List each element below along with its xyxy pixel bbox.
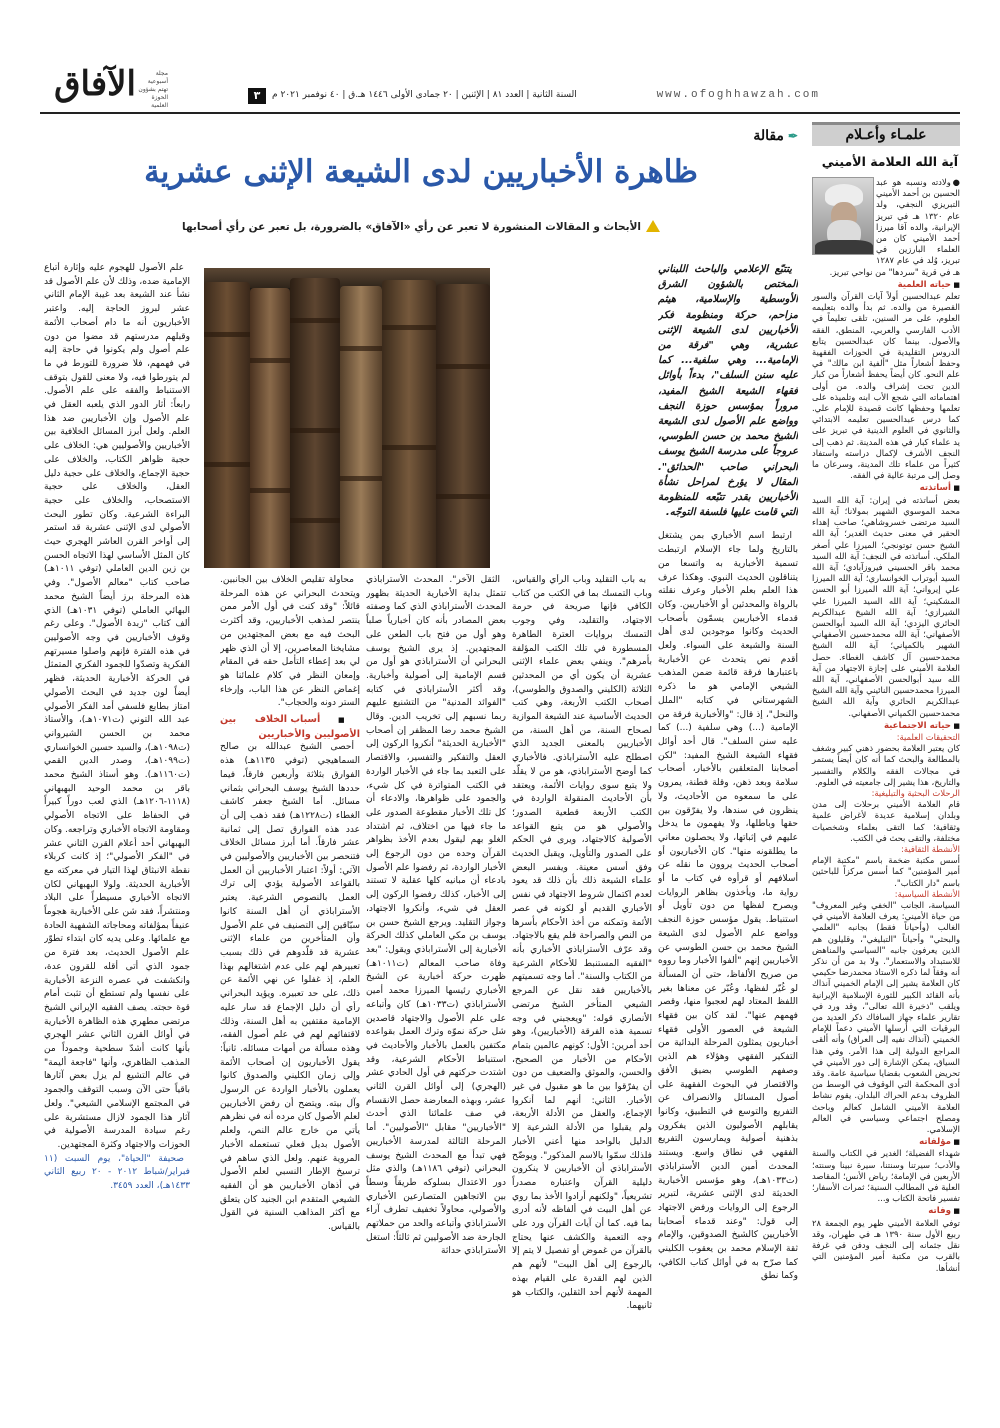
article-body-3: الثقل الآخر". المحدث الأستراباذي تتمثل بداية الأخبارية الحديثة بظهور المحدث الأستراباذي الذي كما وصفته بعض المصادر بأنه كان أخبارياً صلباً وهو أول من فتح باب الطعن على المجتهدين. إذ يرى الشيخ يوسف البحراني أن الأستراباذي هو أول من قسم الإمامية إلى أصولية وأخبارية. وقد أكثر الأستراباذي في كتابه "الفوائد المدنية" من التشنيع عليهم ربما نسبهم إلى تخريب الدين. وقال الشيخ محمد رضا المظفر إن أصحاب "الأخبارية الحديثة" أنكروا الركون إلى العقل والتفكير والتفسير، والاقتصار على التعبد بما جاء في الأخبار الواردة في الكتب المتواترة في كل شيء، والجمود على ظواهرها، والادعاء أن كل تلك الأخبار مقطوعة الصدور على ما جاء فيها من اختلاف، ثم اشتداد الغلو بهم ليقول بعدم الأخذ بظواهر القرآن وحده من دون الرجوع إلى الأخبار الواردة، ثم رفضوا علم الأصول بادعاء أن مبانيه كلها عقلية لا تستند إلى الأخبار، كذلك رفضوا الركون إلى العقل في شيء، وأنكروا الاجتهاد، وجواز التقليد. ويرجع الشيخ حسن بن يوسف بن مكي العاملي كذلك الحركة الأخبارية إلى الأستراباذي ويقول: "بعد وفاة صاحب المعالم (ت١٠١١هـ) ظهرت حركة أخبارية عن الشيخ الأخباري رئيسها الميرزا محمد أمين الأستراباذي (ت١٠٣٣هـ) كان وأتباعه على علم الأصول والاجتهاد قاصدين شل حركة نموّه وترك العمل بقواعده مكتفين بالعمل بالأخبار والأحاديث في استنباط الأحكام الشرعية، وقد اشتدت حركتهم في أول الحادي عشر (الهجري) إلى أوائل القرن الثاني عشر، وبهذه المعارضة حصل الانقسام في صف علمائنا الذي أحدث "الأخباريين" مقابل "الأصوليين". أما المرحلة الثالثة لمدرسة الأخباريين فهي تبدأ مع المحدث الشيخ يوسف البحراني (توفي ١١٨٦هـ) والذي مثل دور الاعتدال بسلوكه طريقاً وسطاً بين الاتجاهين المتصارعين الأخباري والأصولي، محاولاً تخفيف تطرف آراء الأستراباذي وأتباعه والحد من حملاتهم الجارحة ضد الأصوليين ثم ثالثاً: استغل الأستراباذي حداثة bbox=[366, 575, 506, 1257]
article-body-2: به باب التقليد وباب الرأي والقياس، وباب التمسك بما في الكتب من كتاب الكافي فإنها صريحة في حرمة الاجتهاد، والتقليد، وفي وجوب التمسك بروايات العترة الطاهرة المسطورة في تلك الكتب المؤلفة بأمرهم". وينفي بعض علماء الإثنى عشرية أن يكون أي من المحدثين الثلاثة (الكليني والصدوق والطوسي)، أصحاب الكتب الأربعة، وهي كتب الحديث الأساسية عند الشيعة الموازية لصحاح السنة، من أهل السنة، من الأخباريين بالمعنى الجديد الذي اصطلح عليه الأستراباذي. فالأخباري كما أوضح الأستراباذي، هو من لا يقلّد ولا يتبع سوى روايات الأئمة، ويعتقد بأن الأحاديث المنقولة الواردة في الكتب الأربعة قطعية الصدور؛ والأصولي هو من يتبع القواعد الأصولية كالاجتهاد، ويرى في الحكم على الصدور والتأويل، ويقبل الحديث وفق أسس معينة. ويفسر البعض علماء الشيعة ذلك بأن ذلك قد يعود لعدم اكتمال شروط الاجتهاد في نفس الأخباري القديم أو لكونه في عصر الأئمة وتمكنه من أخذ الأحكام بأسرها من النص والصراحة فلم يقع بالاجتهاد. وقد عرّف الأستراباذي الأخباري بأنه "الفقيه المستنبط للأحكام الشرعية من الكتاب والسنة". أما وجه تسميتهم بالأخباريين فقد نقل عن المرجع الشيعي المتأخر الشيخ مرتضى الأنصاري قوله: "ويعجبني في وجه تسمية هذه الفرقة (الأخباريين)، وهو أحد أمرين: الأول: كونهم عالمين بتمام الأحكام من الأخبار من الصحيح، والحسن، والموثق والضعيف من دون أن يفرّقوا بين ما هو مقبول في غير الأخبار. الثاني: أنهم لما أنكروا الإجماع، والعقل من الأدلة الأربعة، ولم يقبلوا من الأدلة الشرعية إلا الدليل بالواحد منها أعني الأخبار فلذلك سمّوا بالاسم المذكور". ويوضّح الأستراباذي أن الأخباريين لا ينكرون دليلية القرآن واعتباره مصدراً تشريعياً، "ولكنهم أرادوا الأخذ بما روي عن أهل البيت في ألفاظه لأنه أدرى بما فيه. كما أن آيات القرآن ورد على وجه التعمية والكشف عنها يحتاج بالقرآن من غموض أو تفصيل لا يتم إلا بالرجوع إلى أهل البيت" لأنهم هم الذين لهم القدرة على القيام بهذه المهمة لأنهم أحد الثقلين، والكتاب هو ثانيهما. bbox=[512, 575, 652, 1312]
logo-word: الآفاق bbox=[54, 64, 136, 104]
article-column-1 bbox=[658, 262, 798, 1370]
article-body-4b: أحصى الشيخ عبدالله بن صالح السماهيجي (توفي ١١٣٥هـ) هذه الفوارق بثلاثة وأربعين فارقاً، فيما حددها الشيخ يوسف البحراني بثماني مسائل. أما الشيخ جعفر كاشف الغطاء (ت١٢٢٨هـ) فقد ذهب إلى أن عدد هذه الفوارق تصل إلى ثمانية عشر فارقاً. أما أبرز مسائل الخلاف فتنحصر بين الأخباريين والأصوليين في الآتي: أولاً: اعتبار الأخباريين أن العمل بالقواعد الأصولية يؤدي إلى ترك العمل بالنصوص الشرعية. يعتبر الأستراباذي أن أهل السنة كانوا سبّاقين إلى التصنيف في علم الأصول وأن المتأخرين من علماء الإثنى عشرية قد قلّدوهم في ذلك بسبب تعبيرهم لهم على عدم اشتغالهم بهذا العلم، إذ غفلوا عن نهي الأئمة عن ذلك، على حد تعبيره. ويؤيد البحراني رأي أن دليل الإجماع قد سار عليه الإمامية مقتفين به أهل السنة، وذلك لاقتفائهم لهم في علم أصول الفقه، وهذه مسألة من أمهات مسائله. ثانياً: يقول الأخباريون إن أصحاب الأئمة وإلى زمان الكليني والصدوق كانوا يعملون بالأخبار الواردة عن الرسول وآل بيته. ويتضح أن رفض الأخباريين لعلم الأصول كان مرده أنه في نظرهم يأتي من خارج عالم النص، ولعلم الأصول بديل فعلي تستعمله الأخبار المروية عنهم. ولعل الذي ساهم في ترسيخ الإطار النسبي لعلم الأصول في أذهان الأخباريين هو أن الفقيه الشيعي المتقدم ابن الجنيد كان يتعلق مع أكثر المذاهب السنية في القول بالقياس. bbox=[220, 742, 360, 1233]
bio-section-works: ■ مؤلفاته bbox=[812, 1137, 960, 1148]
scholar-name: آية الله العلامة الأميني bbox=[821, 154, 958, 169]
site-url[interactable]: www.ofoghhawzah.com bbox=[656, 89, 820, 101]
header-divider bbox=[40, 112, 960, 114]
bio-sub-political: الأنشطة السياسية: bbox=[894, 888, 960, 899]
article-lead: يتتبّع الإعلامي والباحث اللبناني المختص بالشؤون الشرق الأوسطية والإسلامية، هيثم مزاحم، حركة ومنظومة فكر الأخباريين لدى الشيعة الإثنى عشرية، وهي "فرقة من الإمامية... وهي سلفية... كما عليه سنن السلف"، بدءاً بأوائل فقهاء الشيعة الشيخ المفيد، مروراً بمؤسس حوزة النجف وواضع علم الأصول لدى الشيعة الشيخ محمد بن حسن الطوسي، عروجاً على مدرسة الشيخ يوسف البحراني صاحب "الحدائق". المقال لا يؤرخ لمراحل نشأة الأخباريين بقدر تتبّعه للمنظومة التي قامت عليها فلسفة التوجّه. bbox=[658, 264, 798, 519]
scholars-sidebar bbox=[812, 122, 960, 1372]
page-number: ٣ bbox=[248, 88, 266, 104]
bio-teachers-text: بعض أساتذته في إيران: آية الله السيد محمد الموسوي الشهير بمولانا؛ آية الله السيد مرتضى خسروشاهي؛ صاحب إهداء الحقير في معنى حديث الغدير؛ آية الله الشيخ حسن توتونجي؛ الميرزا علي أصغر الملكي. أساتذته في النجف: آية الله السيد محمد باقر الحسيني فيروزآبادي؛ آية الله السيد أبوتراب الخوانساري؛ آية الله الميرزا علي إيرواني؛ آية الله الميرزا أبو الحسن المشكيني؛ آية الله السيد الميرزا علي الشيرازي؛ آية الله الشيخ عبدالكريم الحائري اليزدي؛ آية الله السيد أبوالحسن الأصفهاني؛ آية الله محمدحسين الأصفهاني الشهير بالكمپاني؛ آية الله الشيخ محمدحسين آل كاشف الغطاء. حصل العلامة الأميني على إجازة الاجتهاد من آية الله سيد أبوالحسن الأصفهاني، آية الله الميرزا محمدحسين النائيني وآية الله الشيخ عبدالكريم الحائري وآية الله الشيخ محمدحسين الكمپاني الأصفهاني. bbox=[812, 494, 960, 718]
article-column-2 bbox=[512, 574, 652, 1370]
section-label: ✒مقالة bbox=[753, 128, 798, 144]
article-body-5: علم الأصول للهجوم عليه وإثارة أتباع الإمامية ضده، وذلك لأن علم الأصول قد نشأ عند الشيعة بعد غيبة الإمام الثاني عشر لبروز الحاجة إليه. واعتبر الأخباريون أنه ما دام أصحاب الأئمة وقبلهم مدرستهم قد مضوا من دون علم أصول ولم يكونوا في حاجة إليه في فهمهم، فلا ضرورة للتورط في ما لم يتورطوا فيه، ولا معنى للقول بتوقف الاستنباط والفقه على علم الأصول. رابعاً: أثار الدور الذي يلعبه العقل في علم الأصول وإن الأخباريين ضد هذا العلم. ولعل أبرز المسائل الخلافية بين الأخباريين والأصوليين هي: الخلاف على حجية ظواهر الكتاب، والخلاف على حجية الإجماع، والخلاف على حجية دليل العقل، والخلاف على حجية الاستصحاب، والخلاف على حجية البراءة الشرعية. وكان تطور البحث الأصولي لدى الإثنى عشرية قد استمر إلى أواخر القرن العاشر الهجري حيث كان المثل الأساسي لهذا الاتجاه الحسن بن زين الدين العاملي (توفي ١٠١١هـ) صاحب كتاب "معالم الأصول". وفي هذه المرحلة برز أيضاً الشيخ محمد البهائي العاملي (توفي ١٠٣١هـ) الذي ألف كتاب "زبدة الأصول". وعلى رغم وقوف الأخباريين في وجه الأصوليين في هذه الفترة فإنهم واصلوا مسيرتهم الفكرية وتصدّوا للجمود الفكري المتمثل في الحركة الأخبارية الحديثة، فظهر أيضاً لون جديد في البحث الأصولي امتاز بطابع فلسفي أمد الفكر الأصولي عبد الله التوني (ت١٠٧١هـ)، والأستاذ محمد بن الحسن الشيرواني (ت١٠٩٨هـ)، والسيد حسين الخوانساري (ت١٠٩٩هـ)، وصدر الدين القمي (ت١١٦٠هـ). وهو أستاذ الشيخ محمد باقر بن محمد الوحيد البهبهاني (١١١٨-١٢٠٦هـ) الذي لعب دوراً كبيراً في الحفاظ على الاتجاه الأصولي ومقاومة الاتجاه الأخباري وتراجعه. وكان البهبهاني أحد أعلام القرن الثاني عشر في "الفكر الأصولي"؛ إذ كانت كربلاء نقطة الانبثاق لهذا التيار في معركته مع الأخبارية الحديثة. ولولا البهبهاني لكان الاتجاه الأخباري مسيطراً على البلاد ومنتشراً، فقد شن على الأخبارية هجوماً عنيفاً بمؤلفاته ومحاجاته الشفهية الحادة مع علمائها. وعلى يديه كان ابتداء تطوّر علم الأصول الحديث، بعد فترة من جمود الذي أتى أقله للقرون عدة، وانكشفت في عصره النزعة الأخبارية على نفسها ولم تستطع أن تثبت أمام قوة حجته. يصف الفقيه الإيراني الشيخ مرتضى مطهري هذه الظاهرة الأخبارية في أوائل القرن الثاني عشر الهجري بأنها كانت أشدّ سطحية وجموداً من المذهب الظاهري، وأنها "فاجعة أليمة" في عالم التشيع لم يزل بعض آثارها باقياً حتى الآن وسبب التوقف والجمود في المجتمع الإسلامي الشيعي". ولعل آثار هذا الجمود لازال مستشرية على رغم سيادة المدرسة الأصولية في الحوزات والاجتهاد وكثرة المجتهدين. bbox=[44, 263, 190, 1150]
logo-subtitle: مجلة أسبوعية تهتم بشؤون الحوزة العلمية bbox=[138, 70, 168, 109]
article-column-4 bbox=[220, 574, 360, 1370]
magazine-logo[interactable] bbox=[48, 64, 168, 110]
bio-scientific-text: تعلم عبدالحسين أولاً آيات القرآن والسور القصيرة من والده. ثم بدأ والده بتعليمه العلوم، على مر السنين، تلقى تعليماً في الأدب الفارسي والعربي، المنطق، الفقه والأصول. بينما كان عبدالحسين يتابع الدروس التقليدية في الحوزات الفقهية وحفظ أشعاراً مثل "ألفية ابن مالك" في علم النحو. كان أيضاً يحفظ أشعاراً من كبار الدين تحت إشراف والده. من أولى اهتماماته التي شجع الأب ابنه وتلميذه على تعلمها وحفظها كانت قصيدة للإمام علي. كما درس عبدالحسين تعليمه الابتدائي والثانوي في العلوم الدينية في تبريز على يد علماء كبار في هذه المدينة. ثم ذهب إلى النجف الأشرف لإكمال دراسته واستفاد كثيراً من علماء تلك المدينة، وسرعان ما وصل إلى مرتبة عالية في الفقه. bbox=[812, 291, 960, 481]
bio-intro: ●ولادته ونسبه هو عبد الحسين بن أحمد الأميني التبريزي النجفي، ولد عام ١٣٢٠ هـ في تبريز الإيرانية، والده آقا ميرزا أحمد الأميني كان من العلماء البارزين في تبريز، وُلد في عام ١٢٨٧ هـ في قرية "سردها" من نواحي تبريز. bbox=[829, 177, 960, 277]
old-books-photo bbox=[204, 268, 490, 568]
article bbox=[40, 122, 802, 1372]
disclaimer bbox=[40, 220, 802, 233]
bio-sub-cultural: الأنشطة الثقافية: bbox=[901, 843, 960, 854]
bio-works-text: شهداء الفضيلة؛ الغدير في الكتاب والسنة والأدب؛ سيرتنا وسنتنا، سيرة نبينا وسنته؛ الأربعين في الإمامة؛ رياض الأنس؛ المقاصد العلية في المطالب السنية؛ ثمرات الأسفار؛ تفسير فاتحة الكتاب و... bbox=[812, 1148, 960, 1204]
bio-sub-travels: الرحلات البحثية والتبليغية: bbox=[871, 787, 960, 798]
page-header bbox=[40, 64, 960, 114]
feather-icon: ✒ bbox=[787, 129, 798, 143]
article-column-5 bbox=[44, 262, 190, 1370]
bio-death-text: توفي العلامة الأميني ظهر يوم الجمعة ٢٨ ربيع الأول سنة ١٣٩٠ هـ في طهران، وقد نقل جثمانه إلى النجف ودفن في غرفة بالقرب من مكتبة أمير المؤمنين التي أنشأها. bbox=[812, 1217, 960, 1273]
scholar-portrait bbox=[812, 177, 874, 255]
article-body-4a: محاولة تقليص الخلاف بين الجانبين. ويتحدث البحراني عن هذه المرحلة قائلاً: "وقد كنت في أول الأمر ممن ينتصر لمذهب الأخباريين، وقد أكثرت البحث فيه مع بعض المجتهدين من مشايخنا المعاصرين، إلا أن الذي ظهر لي بعد إعطاء التأمل حقه في المقام وإمعان النظر في كلام علمائنا هو إغماض النظر عن هذا الباب، وإرخاء الستر دونه والحجاب". bbox=[220, 575, 360, 709]
bio-section-scientific: ■ حياته العلمية bbox=[812, 280, 960, 291]
bio-research-text: كان يعتبر العلامة بحضور ذهني كبير وشغف بالمطالعة والبحث كما أنه كان أيضاً يستمر في مجالات الفقه والكلام والتفسير والتاريخ، هذا يشير إلى جامعيته في العلوم. bbox=[812, 743, 960, 787]
article-source: صحيفة "الحياة"، يوم السبت (١١ فبراير/شباط ٢٠١٢ - ٢٠ ربيع الثاني ١٤٣٣هـ)، العدد ٣٤٥٩. bbox=[44, 1153, 190, 1192]
article-column-3 bbox=[366, 574, 506, 1370]
bio-section-death: ■ وفاته bbox=[812, 1206, 960, 1217]
bio-sub-research: التحقيقات العلمية: bbox=[896, 731, 960, 742]
disclaimer-text: الأبحاث و المقالات المنشورة لا تعبر عن رأي «الآفاق» بالضرورة، بل تعبر عن رأي أصحابها bbox=[182, 221, 641, 233]
bio-section-teachers: ■ أساتذته bbox=[812, 483, 960, 494]
warning-icon bbox=[646, 220, 660, 232]
bio-section-social: ■ حياته الاجتماعية bbox=[812, 721, 960, 732]
bio-cultural-text: أسس مكتبة ضخمة باسم "مكتبة الإمام أمير المؤمنين" كما أسس مركزاً للباحثين باسم "دار الكتاب". bbox=[812, 855, 960, 888]
article-body-1: ارتبط اسم الأخباري بمن يشتغل بالتاريخ ولما جاء الإسلام ارتبطت تسمية الأخبارية به واتسعا من يتناقلون الحديث النبوي. وهكذا عرف هذا العلم بعلم الأخبار وعرف نقلته بالرواة والمحدثين أو الأخباريين. وكان قدماء الأخباريين يسمّون بأصحاب الحديث وكانوا موجودين لدى أهل السنة والشيعة على السواء. ولعل أقدم نص يتحدث عن الأخبارية باعتبارها فرقة قائمة ضمن المذهب الشيعي الإمامي هو ما ذكره الشهرستاني في كتابه "الملل والنحل"، إذ قال: "والأخبارية فرقة من الإمامية (...) وهي سلفية (...) كما عليه سنن السلف". قال أحد أوائل فقهاء الشيعة الشيخ المفيد: "لكن أصحابنا المتعلقين بالأخبار، أصحاب سلامة وبعد ذهن، وقلة فطنة، يمرون على ما سمعوه من الأحاديث، ولا ينظرون في سندها، ولا يفرّقون بين حقها وباطلها، ولا يفهمون ما يدخل عليهم في إثباتها، ولا يحصلون معاني ما يطلقونه منها". كان الأخباريون أو أصحاب الحديث يروون ما نقله عن أسلافهم أو قرأوه في كتاب ما أو رواية ما، ويأخذون بظاهر الروايات ويصرح لفظها من دون تأويل أو استنباط. يقول مؤسس حوزة النجف وواضع علم الأصول لدى الشيعة الشيخ محمد بن حسن الطوسي عن الأخباريين إنهم "ألفوا الأخبار وما رووه من صريح الألفاظ، حتى أن المسألة لو غُيّر لفظها، وعُبّر عن معناها بغير اللفظ المعتاد لهم لعجبوا منها، وقصر فهمهم عنها". لقد كان بين فقهاء الشيعة في العصور الأولى فقهاء أخباريون يمثلون المرحلة البدائية من التفكير الفقهي وهؤلاء هم الذين وصفهم الطوسي بضيق الأفق والاقتصار في البحوث الفقهية على أصول المسائل والانصراف عن التفريع والتوسع في التطبيق، وكانوا يقابلهم الأصوليون الذين يفكرون بذهنية أصولية ويمارسون التفريع الفقهي في نطاق واسع. ويستند المحدث أمين الدين الأستراباذي (ت١٠٣٣هـ)، وهو مؤسس الأخبارية الحديثة لدى الإثنى عشرية، لتبرير الرجوع إلى الروايات ورفض الاجتهاد إلى قول: "وعند قدماء أصحابنا الأخباريين كالشيخ الصدوقين، والإمام ثقة الإسلام محمد بن يعقوب الكليني كما صرّح به في أوائل كتاب الكافي، وكما نطق bbox=[658, 531, 798, 1282]
scholar-bio bbox=[812, 177, 960, 1274]
bio-political-text: السياسة، الجانب "الخفي وغير المعروف" من حياة الأميني: يعرف العلامة الأميني في الغالب (وأحياناً فقط) بجانبه "العلمي والبحثي" وأحياناً "التبليغي"، وقليلون هم الذين يعرفون جانبه "السياسي والمناهض للاستبداد والاستعمار". ولا بد من أن نذكر أنه وفقاً لما ذكره الاستاذ محمدرضا حكيمي كان العلامة يشير إلى الإمام الخميني آنذاك بأنه القائد الكبير للثورة الإسلامية الإيرانية ويلقب "ذخيرة الله تعالى"، وقد ورد في تقارير علماء جهاز السافاك ذكر العديد من البرقيات التي أرسلها الأميني دعماً للإمام الخميني (آنذاك نفيه إلى العراق) وأنه ألقى المراجع الدولية إلى هذا الأمر. وفي هذا السياق، يمكن الإشارة إلى دور الأميني في تحريض الشعوب بقضايا سياسية عامة. وقد أدى المحكمة التي الوقوف في الوسط من الظروف بدعم الحراك البلدان. يقوم نشاط العلامة الأميني الشامل كعالم وباحث ومصلح اجتماعي وسياسي في العالم الإسلامي. bbox=[812, 900, 960, 1135]
issue-info: السنة الثانية | العدد ٨١ | الإثنين | ٢٠ جمادى الأولى ١٤٤٦ هـ.ق | ٤٠ نوفمبر ٢٠٢١ م bbox=[272, 90, 577, 100]
subhead-disagreement: ■ أسباب الخلاف بين الأصوليين والأخباريين bbox=[220, 713, 360, 741]
article-title: ظاهرة الأخباريين لدى الشيعة الإثنى عشرية bbox=[144, 154, 698, 190]
bio-travels-text: قام العلامة الأميني برحلات إلى مدن وبلدان إسلامية عديدة لأغراض علمية وثقافية؛ كما التقى بعلماء وشخصيات مختلفة، والتقى بحث في الكتب. bbox=[812, 799, 960, 843]
sidebar-section-title: علمـاء وأعـلام bbox=[812, 122, 960, 146]
